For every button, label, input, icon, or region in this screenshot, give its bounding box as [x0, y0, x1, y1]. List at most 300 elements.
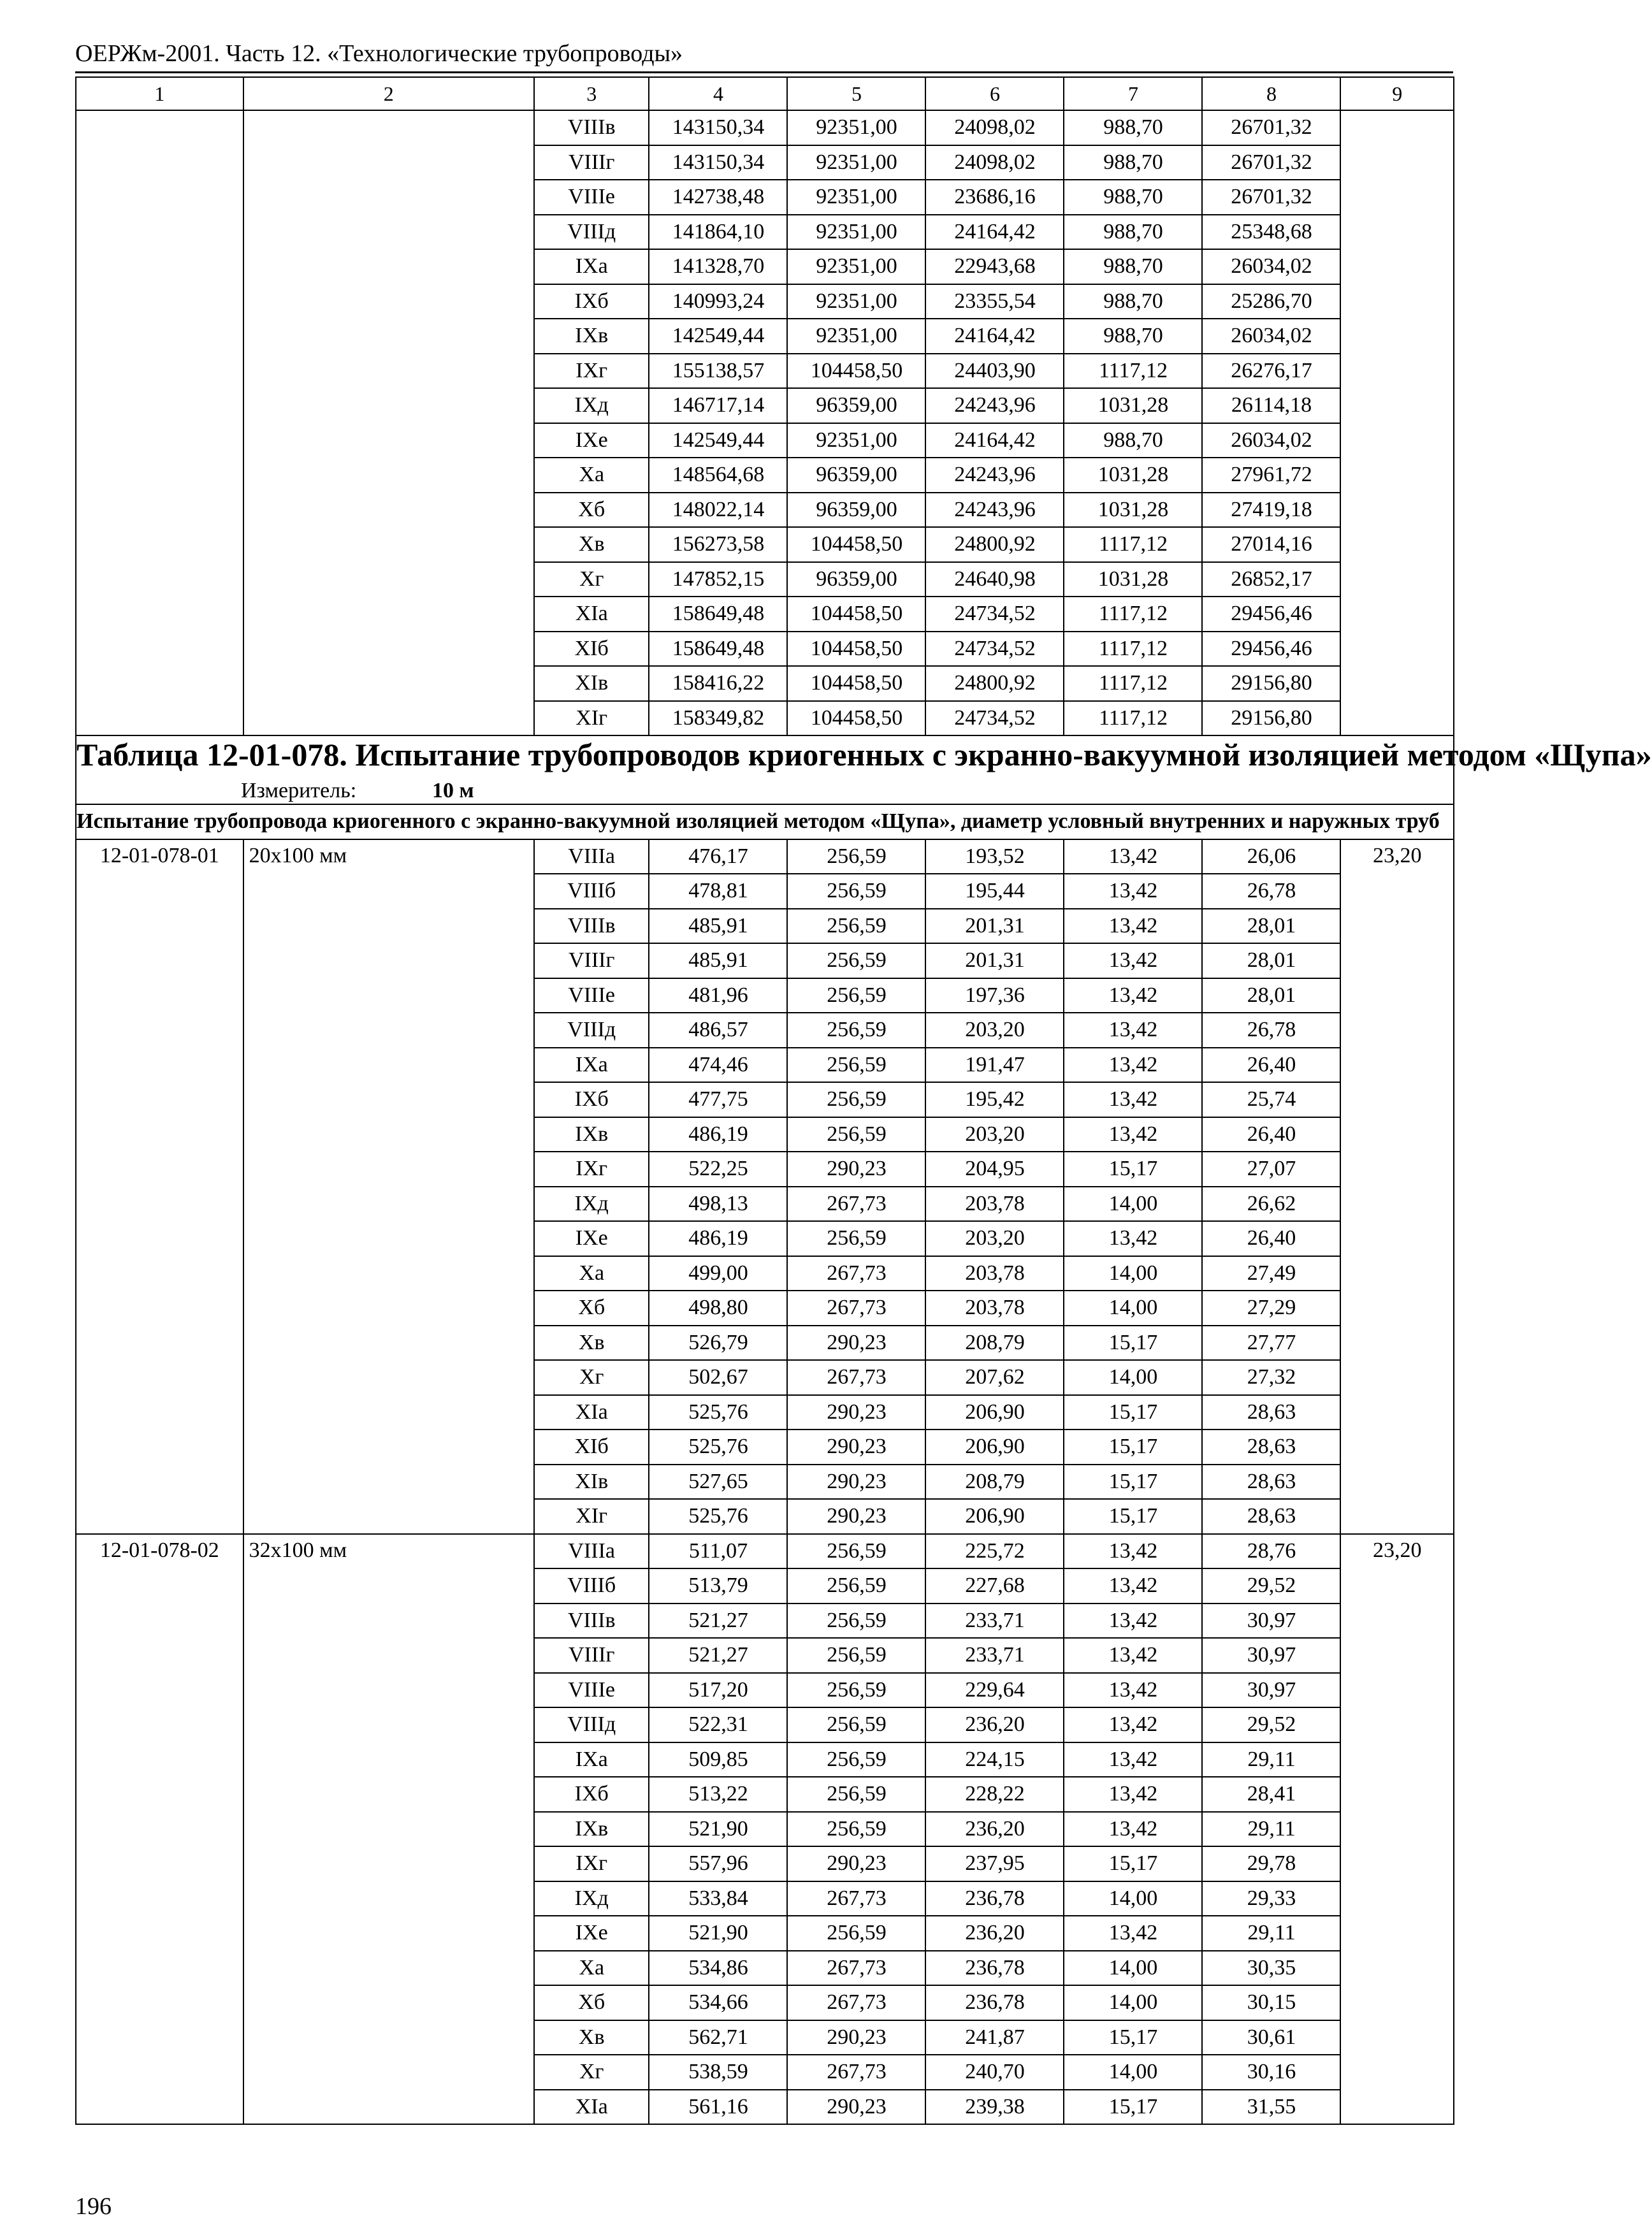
resource-class-cell: Xа [534, 458, 649, 493]
value-cell: 30,61 [1202, 2020, 1340, 2055]
resource-class-cell: VIIIг [534, 1638, 649, 1673]
value-cell: 25,74 [1202, 1082, 1340, 1117]
value-cell: 15,17 [1064, 2020, 1202, 2055]
resource-class-cell: IXе [534, 423, 649, 458]
value-cell: 141864,10 [649, 215, 787, 250]
value-cell: 290,23 [787, 2090, 925, 2125]
column-number: 5 [787, 77, 925, 110]
value-cell: 267,73 [787, 1360, 925, 1395]
resource-class-cell: IXа [534, 1048, 649, 1083]
resource-class-cell: XIв [534, 666, 649, 701]
value-cell: 1117,12 [1064, 527, 1202, 562]
value-cell: 509,85 [649, 1742, 787, 1777]
value-cell: 290,23 [787, 1846, 925, 1881]
value-cell: 241,87 [925, 2020, 1064, 2055]
value-cell: 208,79 [925, 1465, 1064, 1500]
value-cell: 29,11 [1202, 1742, 1340, 1777]
value-cell: 26,40 [1202, 1048, 1340, 1083]
value-cell: 485,91 [649, 909, 787, 944]
value-cell: 236,20 [925, 1916, 1064, 1951]
value-cell: 158649,48 [649, 632, 787, 667]
resource-class-cell: IXб [534, 1082, 649, 1117]
value-cell: 26701,32 [1202, 110, 1340, 145]
value-cell: 26,40 [1202, 1221, 1340, 1256]
col9-cell [1340, 110, 1454, 735]
value-cell: 92351,00 [787, 180, 925, 215]
value-cell: 1031,28 [1064, 388, 1202, 423]
resource-class-cell: Xв [534, 1326, 649, 1361]
value-cell: 92351,00 [787, 249, 925, 284]
column-number: 1 [76, 77, 243, 110]
value-cell: 290,23 [787, 1465, 925, 1500]
table-title-row [76, 735, 1454, 804]
value-cell: 256,59 [787, 1707, 925, 1742]
value-cell: 208,79 [925, 1326, 1064, 1361]
value-cell: 14,00 [1064, 1187, 1202, 1222]
value-cell: 29456,46 [1202, 597, 1340, 632]
value-cell: 24098,02 [925, 110, 1064, 145]
header-rule [75, 71, 1453, 73]
value-cell: 14,00 [1064, 1881, 1202, 1916]
value-cell: 498,80 [649, 1291, 787, 1326]
table-description-row [76, 804, 1454, 839]
resource-class-cell: Xв [534, 2020, 649, 2055]
value-cell: 486,19 [649, 1221, 787, 1256]
resource-class-cell: VIIIд [534, 1707, 649, 1742]
value-cell: 256,59 [787, 1221, 925, 1256]
labor-cost-cell: 23,20 [1340, 1534, 1454, 2125]
value-cell: 481,96 [649, 978, 787, 1013]
value-cell: 988,70 [1064, 319, 1202, 354]
value-cell: 104458,50 [787, 632, 925, 667]
value-cell: 29,78 [1202, 1846, 1340, 1881]
value-cell: 156273,58 [649, 527, 787, 562]
measure-label: Измеритель: [241, 779, 357, 802]
resource-class-cell: Xб [534, 493, 649, 528]
value-cell: 141328,70 [649, 249, 787, 284]
value-cell: 30,97 [1202, 1604, 1340, 1639]
value-cell: 267,73 [787, 1187, 925, 1222]
resource-class-cell: IXб [534, 284, 649, 319]
value-cell: 267,73 [787, 1951, 925, 1986]
value-cell: 155138,57 [649, 354, 787, 389]
rate-name: 32х100 мм [243, 1534, 534, 2125]
table-row [76, 1534, 1454, 1569]
value-cell: 30,15 [1202, 1985, 1340, 2020]
value-cell: 26852,17 [1202, 562, 1340, 597]
value-cell: 15,17 [1064, 1326, 1202, 1361]
value-cell: 13,42 [1064, 1777, 1202, 1812]
value-cell: 522,31 [649, 1707, 787, 1742]
value-cell: 14,00 [1064, 1951, 1202, 1986]
value-cell: 988,70 [1064, 423, 1202, 458]
value-cell: 24243,96 [925, 388, 1064, 423]
value-cell: 148564,68 [649, 458, 787, 493]
value-cell: 28,63 [1202, 1465, 1340, 1500]
value-cell: 13,42 [1064, 874, 1202, 909]
value-cell: 562,71 [649, 2020, 787, 2055]
value-cell: 485,91 [649, 943, 787, 978]
resource-class-cell: Xв [534, 527, 649, 562]
value-cell: 256,59 [787, 1568, 925, 1604]
value-cell: 233,71 [925, 1638, 1064, 1673]
resource-class-cell: Xа [534, 1256, 649, 1291]
value-cell: 236,78 [925, 1951, 1064, 1986]
column-number: 6 [925, 77, 1064, 110]
value-cell: 239,38 [925, 2090, 1064, 2125]
value-cell: 1117,12 [1064, 701, 1202, 736]
value-cell: 15,17 [1064, 1430, 1202, 1465]
value-cell: 142549,44 [649, 423, 787, 458]
resource-class-cell: IXе [534, 1916, 649, 1951]
value-cell: 256,59 [787, 1777, 925, 1812]
value-cell: 988,70 [1064, 110, 1202, 145]
value-cell: 26276,17 [1202, 354, 1340, 389]
value-cell: 197,36 [925, 978, 1064, 1013]
value-cell: 28,41 [1202, 1777, 1340, 1812]
value-cell: 256,59 [787, 1048, 925, 1083]
table-title: Таблица 12-01-078. Испытание трубопроводов криогенных с экранно-вакуумной изоляцией методом «Щупа» [76, 737, 1652, 772]
value-cell: 96359,00 [787, 493, 925, 528]
value-cell: 233,71 [925, 1604, 1064, 1639]
resource-class-cell: Xг [534, 562, 649, 597]
value-cell: 96359,00 [787, 562, 925, 597]
value-cell: 525,76 [649, 1430, 787, 1465]
value-cell: 104458,50 [787, 354, 925, 389]
value-cell: 104458,50 [787, 666, 925, 701]
value-cell: 24164,42 [925, 319, 1064, 354]
value-cell: 29,52 [1202, 1707, 1340, 1742]
value-cell: 104458,50 [787, 527, 925, 562]
value-cell: 24734,52 [925, 632, 1064, 667]
resource-class-cell: IXа [534, 1742, 649, 1777]
value-cell: 256,59 [787, 1534, 925, 1569]
value-cell: 26,62 [1202, 1187, 1340, 1222]
value-cell: 28,63 [1202, 1395, 1340, 1430]
resource-class-cell: XIг [534, 701, 649, 736]
code-cell [76, 110, 243, 735]
value-cell: 1117,12 [1064, 597, 1202, 632]
value-cell: 195,42 [925, 1082, 1064, 1117]
value-cell: 23355,54 [925, 284, 1064, 319]
value-cell: 256,59 [787, 1673, 925, 1708]
value-cell: 193,52 [925, 839, 1064, 874]
value-cell: 28,01 [1202, 909, 1340, 944]
value-cell: 28,63 [1202, 1430, 1340, 1465]
rates-table [75, 76, 1652, 2125]
value-cell: 96359,00 [787, 458, 925, 493]
resource-class-cell: VIIIг [534, 943, 649, 978]
value-cell: 256,59 [787, 1916, 925, 1951]
value-cell: 236,78 [925, 1985, 1064, 2020]
page-header-title: ОЕРЖм-2001. Часть 12. «Технологические трубопроводы» [75, 40, 683, 67]
value-cell: 474,46 [649, 1048, 787, 1083]
value-cell: 195,44 [925, 874, 1064, 909]
value-cell: 534,66 [649, 1985, 787, 2020]
value-cell: 13,42 [1064, 1117, 1202, 1152]
value-cell: 478,81 [649, 874, 787, 909]
resource-class-cell: VIIIа [534, 1534, 649, 1569]
value-cell: 201,31 [925, 943, 1064, 978]
value-cell: 228,22 [925, 1777, 1064, 1812]
value-cell: 521,90 [649, 1812, 787, 1847]
value-cell: 142738,48 [649, 180, 787, 215]
value-cell: 24734,52 [925, 701, 1064, 736]
value-cell: 525,76 [649, 1395, 787, 1430]
page-number: 196 [75, 2193, 112, 2220]
value-cell: 13,42 [1064, 1534, 1202, 1569]
resource-class-cell: XIб [534, 632, 649, 667]
value-cell: 476,17 [649, 839, 787, 874]
value-cell: 28,63 [1202, 1499, 1340, 1534]
value-cell: 13,42 [1064, 1742, 1202, 1777]
value-cell: 26,78 [1202, 1013, 1340, 1048]
value-cell: 521,27 [649, 1604, 787, 1639]
value-cell: 522,25 [649, 1152, 787, 1187]
value-cell: 24403,90 [925, 354, 1064, 389]
value-cell: 521,90 [649, 1916, 787, 1951]
value-cell: 13,42 [1064, 1082, 1202, 1117]
value-cell: 13,42 [1064, 909, 1202, 944]
resource-class-cell: IXг [534, 354, 649, 389]
resource-class-cell: VIIIв [534, 110, 649, 145]
value-cell: 206,90 [925, 1430, 1064, 1465]
value-cell: 29156,80 [1202, 666, 1340, 701]
value-cell: 486,57 [649, 1013, 787, 1048]
value-cell: 143150,34 [649, 145, 787, 180]
value-cell: 24640,98 [925, 562, 1064, 597]
value-cell: 29,52 [1202, 1568, 1340, 1604]
value-cell: 92351,00 [787, 110, 925, 145]
resource-class-cell: XIб [534, 1430, 649, 1465]
value-cell: 526,79 [649, 1326, 787, 1361]
value-cell: 236,20 [925, 1812, 1064, 1847]
value-cell: 240,70 [925, 2055, 1064, 2090]
value-cell: 92351,00 [787, 423, 925, 458]
value-cell: 13,42 [1064, 1568, 1202, 1604]
value-cell: 203,20 [925, 1117, 1064, 1152]
value-cell: 13,42 [1064, 1048, 1202, 1083]
value-cell: 290,23 [787, 1326, 925, 1361]
value-cell: 290,23 [787, 1499, 925, 1534]
value-cell: 290,23 [787, 1152, 925, 1187]
value-cell: 24243,96 [925, 458, 1064, 493]
value-cell: 256,59 [787, 1082, 925, 1117]
value-cell: 22943,68 [925, 249, 1064, 284]
value-cell: 527,65 [649, 1465, 787, 1500]
value-cell: 13,42 [1064, 839, 1202, 874]
value-cell: 267,73 [787, 1985, 925, 2020]
value-cell: 148022,14 [649, 493, 787, 528]
value-cell: 13,42 [1064, 1013, 1202, 1048]
value-cell: 24164,42 [925, 215, 1064, 250]
resource-class-cell: IXд [534, 1187, 649, 1222]
value-cell: 13,42 [1064, 978, 1202, 1013]
value-cell: 14,00 [1064, 2055, 1202, 2090]
value-cell: 203,20 [925, 1013, 1064, 1048]
value-cell: 23686,16 [925, 180, 1064, 215]
value-cell: 498,13 [649, 1187, 787, 1222]
value-cell: 27961,72 [1202, 458, 1340, 493]
value-cell: 13,42 [1064, 943, 1202, 978]
resource-class-cell: Xг [534, 2055, 649, 2090]
value-cell: 147852,15 [649, 562, 787, 597]
value-cell: 256,59 [787, 978, 925, 1013]
resource-class-cell: XIа [534, 1395, 649, 1430]
value-cell: 14,00 [1064, 1360, 1202, 1395]
value-cell: 15,17 [1064, 1152, 1202, 1187]
value-cell: 158416,22 [649, 666, 787, 701]
column-number: 8 [1202, 77, 1340, 110]
measure-value: 10 м [432, 779, 474, 802]
resource-class-cell: VIIIд [534, 215, 649, 250]
value-cell: 561,16 [649, 2090, 787, 2125]
value-cell: 224,15 [925, 1742, 1064, 1777]
resource-class-cell: IXд [534, 388, 649, 423]
value-cell: 13,42 [1064, 1638, 1202, 1673]
resource-class-cell: IXд [534, 1881, 649, 1916]
value-cell: 256,59 [787, 1117, 925, 1152]
value-cell: 988,70 [1064, 249, 1202, 284]
value-cell: 203,78 [925, 1187, 1064, 1222]
value-cell: 30,97 [1202, 1638, 1340, 1673]
value-cell: 27,07 [1202, 1152, 1340, 1187]
value-cell: 26701,32 [1202, 180, 1340, 215]
value-cell: 27419,18 [1202, 493, 1340, 528]
value-cell: 204,95 [925, 1152, 1064, 1187]
value-cell: 1031,28 [1064, 562, 1202, 597]
value-cell: 14,00 [1064, 1256, 1202, 1291]
resource-class-cell: IXв [534, 1117, 649, 1152]
value-cell: 24164,42 [925, 423, 1064, 458]
value-cell: 206,90 [925, 1499, 1064, 1534]
value-cell: 13,42 [1064, 1221, 1202, 1256]
table-row [76, 110, 1454, 145]
value-cell: 988,70 [1064, 180, 1202, 215]
resource-class-cell: VIIIа [534, 839, 649, 874]
value-cell: 92351,00 [787, 145, 925, 180]
value-cell: 158649,48 [649, 597, 787, 632]
resource-class-cell: VIIIе [534, 1673, 649, 1708]
resource-class-cell: IXг [534, 1152, 649, 1187]
value-cell: 256,59 [787, 1638, 925, 1673]
value-cell: 13,42 [1064, 1916, 1202, 1951]
column-number: 9 [1340, 77, 1454, 110]
rate-name: 20х100 мм [243, 839, 534, 1534]
value-cell: 513,22 [649, 1777, 787, 1812]
value-cell: 14,00 [1064, 1291, 1202, 1326]
value-cell: 27,29 [1202, 1291, 1340, 1326]
value-cell: 26,06 [1202, 839, 1340, 874]
value-cell: 521,27 [649, 1638, 787, 1673]
value-cell: 92351,00 [787, 319, 925, 354]
value-cell: 15,17 [1064, 1499, 1202, 1534]
value-cell: 538,59 [649, 2055, 787, 2090]
resource-class-cell: VIIIд [534, 1013, 649, 1048]
value-cell: 207,62 [925, 1360, 1064, 1395]
value-cell: 290,23 [787, 1430, 925, 1465]
value-cell: 27,32 [1202, 1360, 1340, 1395]
measure-line [76, 778, 1453, 804]
value-cell: 28,76 [1202, 1534, 1340, 1569]
value-cell: 15,17 [1064, 2090, 1202, 2125]
value-cell: 13,42 [1064, 1812, 1202, 1847]
resource-class-cell: XIв [534, 1465, 649, 1500]
column-number: 7 [1064, 77, 1202, 110]
value-cell: 26701,32 [1202, 145, 1340, 180]
value-cell: 26,78 [1202, 874, 1340, 909]
table-description: Испытание трубопровода криогенного с экранно-вакуумной изоляцией методом «Щупа», диаметр условный внутренних и наружных труб [76, 804, 1454, 839]
value-cell: 203,78 [925, 1256, 1064, 1291]
value-cell: 256,59 [787, 1742, 925, 1777]
value-cell: 225,72 [925, 1534, 1064, 1569]
resource-class-cell: IXг [534, 1846, 649, 1881]
table-row [76, 839, 1454, 874]
value-cell: 290,23 [787, 1395, 925, 1430]
value-cell: 502,67 [649, 1360, 787, 1395]
value-cell: 30,35 [1202, 1951, 1340, 1986]
value-cell: 26114,18 [1202, 388, 1340, 423]
value-cell: 25286,70 [1202, 284, 1340, 319]
value-cell: 27,77 [1202, 1326, 1340, 1361]
value-cell: 28,01 [1202, 978, 1340, 1013]
value-cell: 201,31 [925, 909, 1064, 944]
resource-class-cell: Xб [534, 1985, 649, 2020]
value-cell: 26,40 [1202, 1117, 1340, 1152]
value-cell: 13,42 [1064, 1673, 1202, 1708]
resource-class-cell: IXв [534, 1812, 649, 1847]
resource-class-cell: Xб [534, 1291, 649, 1326]
value-cell: 517,20 [649, 1673, 787, 1708]
value-cell: 24800,92 [925, 666, 1064, 701]
value-cell: 29,11 [1202, 1916, 1340, 1951]
resource-class-cell: VIIIе [534, 978, 649, 1013]
column-number-row [76, 77, 1454, 110]
value-cell: 256,59 [787, 1604, 925, 1639]
resource-class-cell: VIIIе [534, 180, 649, 215]
column-number: 4 [649, 77, 787, 110]
value-cell: 1031,28 [1064, 493, 1202, 528]
resource-class-cell: Xа [534, 1951, 649, 1986]
value-cell: 513,79 [649, 1568, 787, 1604]
value-cell: 104458,50 [787, 701, 925, 736]
resource-class-cell: XIг [534, 1499, 649, 1534]
value-cell: 267,73 [787, 2055, 925, 2090]
resource-class-cell: VIIIв [534, 1604, 649, 1639]
resource-class-cell: VIIIб [534, 874, 649, 909]
value-cell: 533,84 [649, 1881, 787, 1916]
value-cell: 206,90 [925, 1395, 1064, 1430]
value-cell: 158349,82 [649, 701, 787, 736]
value-cell: 477,75 [649, 1082, 787, 1117]
value-cell: 28,01 [1202, 943, 1340, 978]
value-cell: 256,59 [787, 874, 925, 909]
value-cell: 143150,34 [649, 110, 787, 145]
value-cell: 24734,52 [925, 597, 1064, 632]
resource-class-cell: XIа [534, 597, 649, 632]
value-cell: 486,19 [649, 1117, 787, 1152]
value-cell: 27,49 [1202, 1256, 1340, 1291]
value-cell: 24243,96 [925, 493, 1064, 528]
value-cell: 92351,00 [787, 284, 925, 319]
value-cell: 26034,02 [1202, 249, 1340, 284]
value-cell: 25348,68 [1202, 215, 1340, 250]
value-cell: 290,23 [787, 2020, 925, 2055]
value-cell: 988,70 [1064, 215, 1202, 250]
value-cell: 1031,28 [1064, 458, 1202, 493]
value-cell: 14,00 [1064, 1985, 1202, 2020]
value-cell: 104458,50 [787, 597, 925, 632]
